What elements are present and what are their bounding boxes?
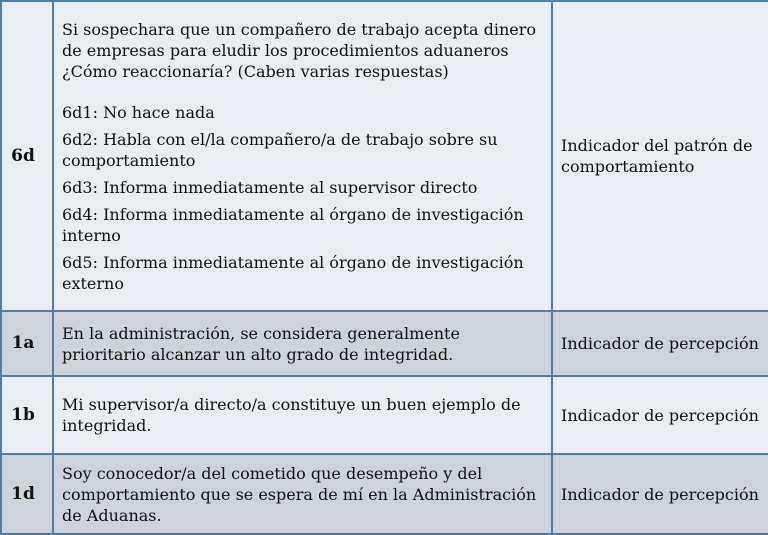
question-code: 1a bbox=[1, 311, 53, 376]
question-cell bbox=[53, 1, 552, 311]
table-row bbox=[1, 454, 768, 534]
answer-option: 6d5: Informa inmediatamente al órgano de investigación externo bbox=[62, 252, 524, 293]
answer-option: 6d1: No hace nada bbox=[62, 102, 215, 122]
question-text: Si sospechara que un compañero de trabajo acepta dinero de empresas para eludir los procedimientos aduaneros ¿Cómo reaccionaría? (Caben varias respuestas) bbox=[62, 19, 537, 81]
answer-option: 6d2: Habla con el/la compañero/a de trabajo sobre su comportamiento bbox=[62, 129, 498, 170]
table-row bbox=[1, 376, 768, 454]
question-code: 1b bbox=[1, 376, 53, 454]
question-text: Soy conocedor/a del cometido que desempeño y del comportamiento que se espera de mí en la Administración de Aduanas. bbox=[53, 454, 552, 534]
table-row bbox=[1, 1, 768, 311]
indicator-type: Indicador de percepción bbox=[552, 311, 768, 376]
answer-option: 6d4: Informa inmediatamente al órgano de investigación interno bbox=[62, 204, 524, 245]
answer-option: 6d3: Informa inmediatamente al supervisor directo bbox=[62, 177, 478, 197]
question-text: Mi supervisor/a directo/a constituye un buen ejemplo de integridad. bbox=[53, 376, 552, 454]
indicator-type: Indicador de percepción bbox=[552, 376, 768, 454]
indicator-type: Indicador de percepción bbox=[552, 454, 768, 534]
indicator-type: Indicador del patrón de comportamiento bbox=[552, 1, 768, 311]
question-code: 6d bbox=[1, 1, 53, 311]
table-row bbox=[1, 311, 768, 376]
question-text: En la administración, se considera generalmente prioritario alcanzar un alto grado de integridad. bbox=[53, 311, 552, 376]
question-code: 1d bbox=[1, 454, 53, 534]
